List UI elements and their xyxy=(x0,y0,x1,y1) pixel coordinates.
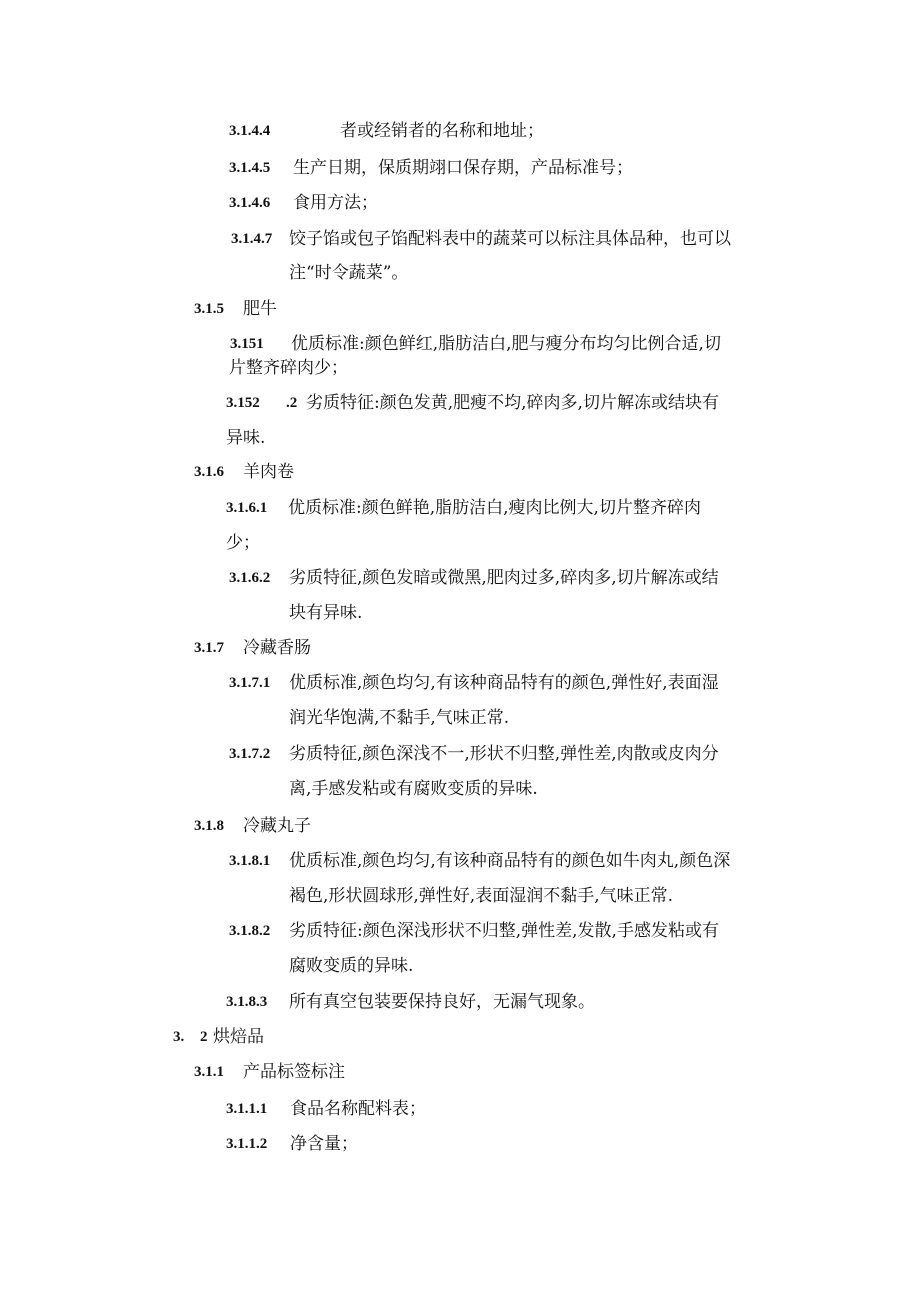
item-text: 劣质特征:颜色发黄,肥瘦不均,碎肉多,切片解冻或结块有 xyxy=(306,393,719,413)
item-text: 优质标准,颜色均匀,有该种商品特有的颜色,弹性好,表面湿 xyxy=(289,673,719,693)
section-number: 3.1.1 xyxy=(194,1064,224,1080)
item-text: 劣质特征,颜色发暗或微黑,肥肉过多,碎肉多,切片解冻或结 xyxy=(289,568,719,588)
item-text: 食用方法； xyxy=(293,193,378,213)
item-text: 者或经销者的名称和地址； xyxy=(340,121,544,141)
item-number-suffix: .2 xyxy=(286,395,298,411)
item-text: 优质标准:颜色鲜艳,脂肪洁白,瘦肉比例大,切片整齐碎肉 xyxy=(288,498,701,518)
item-number: 3.1.4.5 xyxy=(229,160,271,176)
item-text: 劣质特征,颜色深浅不一,形状不归整,弹性差,肉散或皮肉分 xyxy=(289,744,719,764)
item-text: 生产日期，保质期翊口保存期，产品标准号； xyxy=(293,158,633,178)
item-text: 注“时令蔬菜”。 xyxy=(289,263,409,283)
section-title: 产品标签标注 xyxy=(243,1062,345,1082)
item-number: 3.1.8.3 xyxy=(226,994,268,1010)
section-title: 肥牛 xyxy=(243,299,277,319)
item-text: 劣质特征:颜色深浅形状不归整,弹性差,发散,手感发粘或有 xyxy=(289,921,719,941)
item-number: 3.1.7.2 xyxy=(229,746,271,762)
section-title: 冷藏香肠 xyxy=(243,638,311,658)
item-number: 3.1.6.1 xyxy=(226,500,268,516)
section-title: 冷藏丸子 xyxy=(243,816,311,836)
item-text: 离,手感发粘或有腐败变质的异味. xyxy=(289,779,538,799)
chapter-title: 烘焙品 xyxy=(213,1027,264,1047)
section-number: 3.1.5 xyxy=(194,301,224,317)
item-text: 饺子馅或包子馅配料表中的蔬菜可以标注具体品种，也可以 xyxy=(289,229,731,249)
item-text: 优质标准,颜色均匀,有该种商品特有的颜色如牛肉丸,颜色深 xyxy=(289,851,731,871)
item-text: 褐色,形状圆球形,弹性好,表面湿润不黏手,气味正常. xyxy=(289,886,674,906)
item-text: 异味. xyxy=(226,428,266,448)
item-number: 3.1.4.6 xyxy=(229,195,271,211)
chapter-number-suffix: 2 xyxy=(200,1029,208,1045)
item-text: 片整齐碎肉少； xyxy=(229,358,348,378)
item-number: 3.1.1.1 xyxy=(226,1101,268,1117)
item-number: 3.152 xyxy=(226,395,260,411)
item-number: 3.1.4.7 xyxy=(231,231,273,247)
section-number: 3.1.6 xyxy=(194,464,224,480)
item-number: 3.1.8.1 xyxy=(229,853,271,869)
item-text: 少； xyxy=(226,533,260,553)
item-text: 净含量； xyxy=(290,1134,358,1154)
item-number: 3.1.6.2 xyxy=(229,570,271,586)
chapter-number: 3. xyxy=(173,1029,185,1045)
item-text: 块有异味. xyxy=(289,603,363,623)
section-title: 羊肉卷 xyxy=(243,462,294,482)
item-number: 3.1.7.1 xyxy=(229,675,271,691)
item-text: 食品名称配料表； xyxy=(290,1099,426,1119)
item-text: 优质标准:颜色鲜红,脂肪洁白,肥与瘦分布均匀比例合适,切 xyxy=(291,334,721,354)
item-text: 腐败变质的异味. xyxy=(289,956,414,976)
item-number: 3.1.1.2 xyxy=(226,1136,268,1152)
section-number: 3.1.8 xyxy=(194,818,224,834)
item-text: 所有真空包装要保持良好，无漏气现象。 xyxy=(289,992,595,1012)
item-text: 润光华饱满,不黏手,气味正常. xyxy=(289,708,510,728)
section-number: 3.1.7 xyxy=(194,640,224,656)
item-number: 3.1.8.2 xyxy=(229,923,271,939)
item-number: 3.1.4.4 xyxy=(229,123,271,139)
item-number: 3.151 xyxy=(230,336,264,352)
